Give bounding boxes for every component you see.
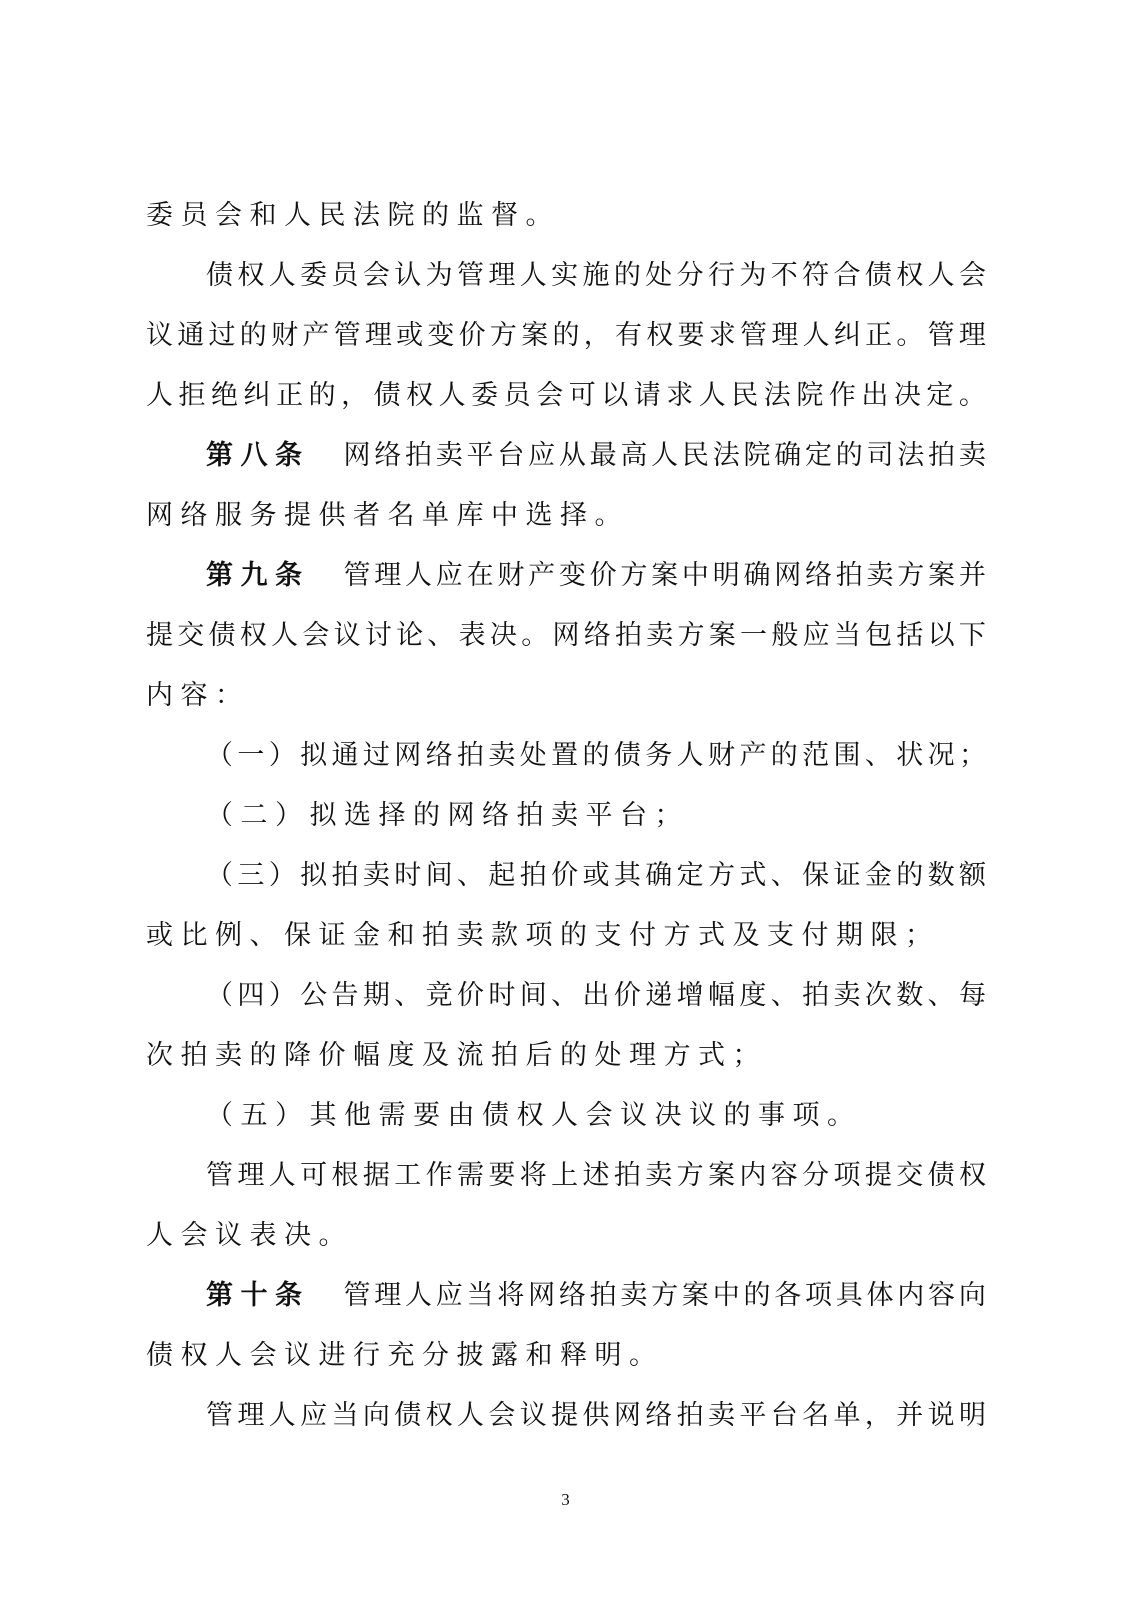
text-line: 管 理 人 应 当 向 债 权 人 会 议 提 供 网 络 拍 卖 平 台 名 单 ， 并 说 明 [206,1400,986,1431]
text-line: 次拍卖的降价幅度及流拍后的处理方式； [146,1040,767,1071]
text-line: 内容： [146,680,250,711]
text-line: 人会议表决。 [146,1220,353,1251]
list-item-1: （ 一 ） 拟 通 过 网 络 拍 卖 处 置 的 债 务 人 财 产 的 范 围 、 状 况 ； [206,740,986,771]
article-10-heading: 第十条 [206,1280,310,1311]
list-item-3: （ 三 ） 拟 拍 卖 时 间 、 起 拍 价 或 其 确 定 方 式 、 保 证 金 的 数 额 [206,860,986,891]
text-line: 委员会和人民法院的监督。 [146,200,560,231]
article-9-heading: 第九条 [206,560,310,591]
list-item-2: （二）拟选择的网络拍卖平台； [206,800,689,831]
text-line: 人 拒 绝 纠 正 的 ， 债 权 人 委 员 会 可 以 请 求 人 民 法 院 作 出 决 定 。 [146,380,986,411]
text-line: 管 理 人 可 根 据 工 作 需 要 将 上 述 拍 卖 方 案 内 容 分 项 提 交 债 权 [206,1160,986,1191]
article-10-text: 管 理 人 应 当 将 网 络 拍 卖 方 案 中 的 各 项 具 体 内 容 向 [343,1280,986,1311]
text-line: 债权人会议进行充分披露和释明。 [146,1340,664,1371]
text-line: 提 交 债 权 人 会 议 讨 论 、 表 决 。 网 络 拍 卖 方 案 一 般 应 当 包 括 以 下 [146,620,986,651]
text-line: 议 通 过 的 财 产 管 理 或 变 价 方 案 的 ， 有 权 要 求 管 理 人 纠 正 。 管 理 [146,320,986,351]
list-item-4: （ 四 ） 公 告 期 、 竞 价 时 间 、 出 价 递 增 幅 度 、 拍 卖 次 数 、 每 [206,980,986,1011]
page-number: 3 [561,1490,570,1509]
article-9-text: 管 理 人 应 在 财 产 变 价 方 案 中 明 确 网 络 拍 卖 方 案 并 [343,560,986,591]
text-line: 网络服务提供者名单库中选择。 [146,500,629,531]
article-9-line [206,546,986,606]
text-line: 或比例、保证金和拍卖款项的支付方式及支付期限； [146,920,940,951]
article-10-line [206,1266,986,1326]
list-item-5: （五）其他需要由债权人会议决议的事项。 [206,1100,862,1131]
text-line: 债 权 人 委 员 会 认 为 管 理 人 实 施 的 处 分 行 为 不 符 合 债 权 人 会 [206,260,986,291]
article-8-heading: 第八条 [206,440,310,471]
article-8-text: 网 络 拍 卖 平 台 应 从 最 高 人 民 法 院 确 定 的 司 法 拍 卖 [343,440,986,471]
article-8-line [206,426,986,486]
